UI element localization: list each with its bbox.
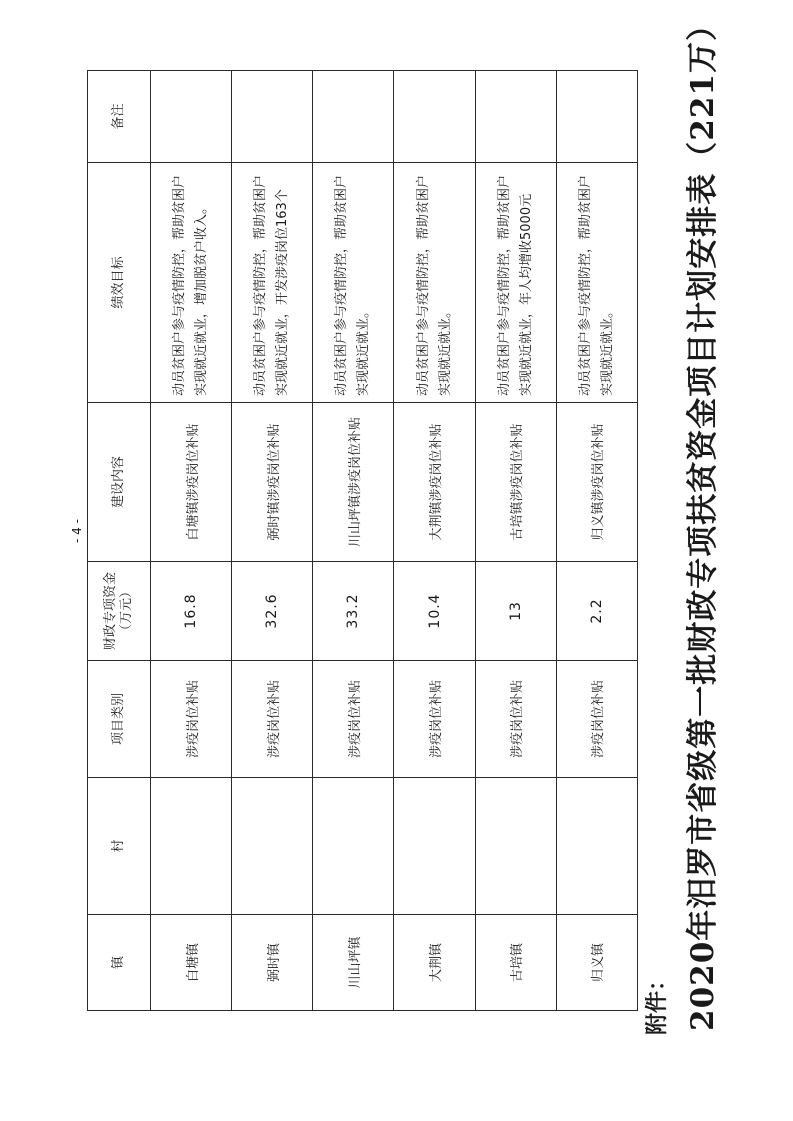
cell-remarks <box>232 71 313 163</box>
cell-category: 涉疫岗位补贴 <box>232 661 313 778</box>
cell-village <box>232 778 313 915</box>
table-header-row <box>88 71 151 1011</box>
cell-village <box>475 778 556 915</box>
cell-goals: 动员贫困户参与疫情防控，帮助贫困户实现就近就业。 <box>556 163 637 403</box>
document-title: 2020年汨罗市省级第一批财政专项扶贫资金项目计划安排表（221万） <box>685 9 721 1031</box>
cell-goals: 动员贫困户参与疫情防控，帮助贫困户实现就近就业，开发涉疫岗位163个 <box>232 163 313 403</box>
cell-village <box>556 778 637 915</box>
header-remarks: 备注 <box>88 71 151 163</box>
cell-village <box>394 778 475 915</box>
header-category: 项目类别 <box>88 661 151 778</box>
table-row <box>556 71 637 1011</box>
project-plan-table <box>87 70 638 1011</box>
table-row <box>232 71 313 1011</box>
cell-funds: 33.2 <box>313 562 394 661</box>
cell-town: 白塘镇 <box>151 915 232 1011</box>
cell-goals: 动员贫困户参与疫情防控，帮助贫困户实现就近就业。 <box>394 163 475 403</box>
cell-content: 归义镇涉疫岗位补贴 <box>556 403 637 562</box>
cell-category: 涉疫岗位补贴 <box>151 661 232 778</box>
cell-funds: 2.2 <box>556 562 637 661</box>
cell-town: 川山坪镇 <box>313 915 394 1011</box>
cell-village <box>151 778 232 915</box>
header-town: 镇 <box>88 915 151 1011</box>
table-row <box>394 71 475 1011</box>
table-row <box>313 71 394 1011</box>
cell-village <box>313 778 394 915</box>
cell-content: 古培镇涉疫岗位补贴 <box>475 403 556 562</box>
cell-content: 白塘镇涉疫岗位补贴 <box>151 403 232 562</box>
cell-category: 涉疫岗位补贴 <box>556 661 637 778</box>
cell-remarks <box>475 71 556 163</box>
attachment-label: 附件： <box>645 968 670 1035</box>
cell-content: 弼时镇涉疫岗位补贴 <box>232 403 313 562</box>
cell-content: 大荆镇涉疫岗位补贴 <box>394 403 475 562</box>
cell-funds: 10.4 <box>394 562 475 661</box>
cell-goals: 动员贫困户参与疫情防控，帮助贫困户实现就近就业，年人均增收5000元 <box>475 163 556 403</box>
header-village: 村 <box>88 778 151 915</box>
header-funds: 财政专项资金（万元） <box>88 562 151 661</box>
cell-category: 涉疫岗位补贴 <box>475 661 556 778</box>
cell-funds: 32.6 <box>232 562 313 661</box>
cell-goals: 动员贫困户参与疫情防控，帮助贫困户实现就近就业。 <box>313 163 394 403</box>
header-goals: 绩效目标 <box>88 163 151 403</box>
page-number: - 4 - <box>70 519 84 543</box>
cell-goals: 动员贫困户参与疫情防控，帮助贫困户实现就近就业，增加脱贫户收入。 <box>151 163 232 403</box>
header-content: 建设内容 <box>88 403 151 562</box>
cell-content: 川山坪镇涉疫岗位补贴 <box>313 403 394 562</box>
cell-remarks <box>394 71 475 163</box>
cell-funds: 13 <box>475 562 556 661</box>
cell-town: 大荆镇 <box>394 915 475 1011</box>
table-row <box>475 71 556 1011</box>
cell-town: 古培镇 <box>475 915 556 1011</box>
cell-remarks <box>151 71 232 163</box>
cell-funds: 16.8 <box>151 562 232 661</box>
cell-remarks <box>313 71 394 163</box>
cell-category: 涉疫岗位补贴 <box>394 661 475 778</box>
cell-town: 归义镇 <box>556 915 637 1011</box>
cell-town: 弼时镇 <box>232 915 313 1011</box>
cell-remarks <box>556 71 637 163</box>
cell-category: 涉疫岗位补贴 <box>313 661 394 778</box>
table-row <box>151 71 232 1011</box>
